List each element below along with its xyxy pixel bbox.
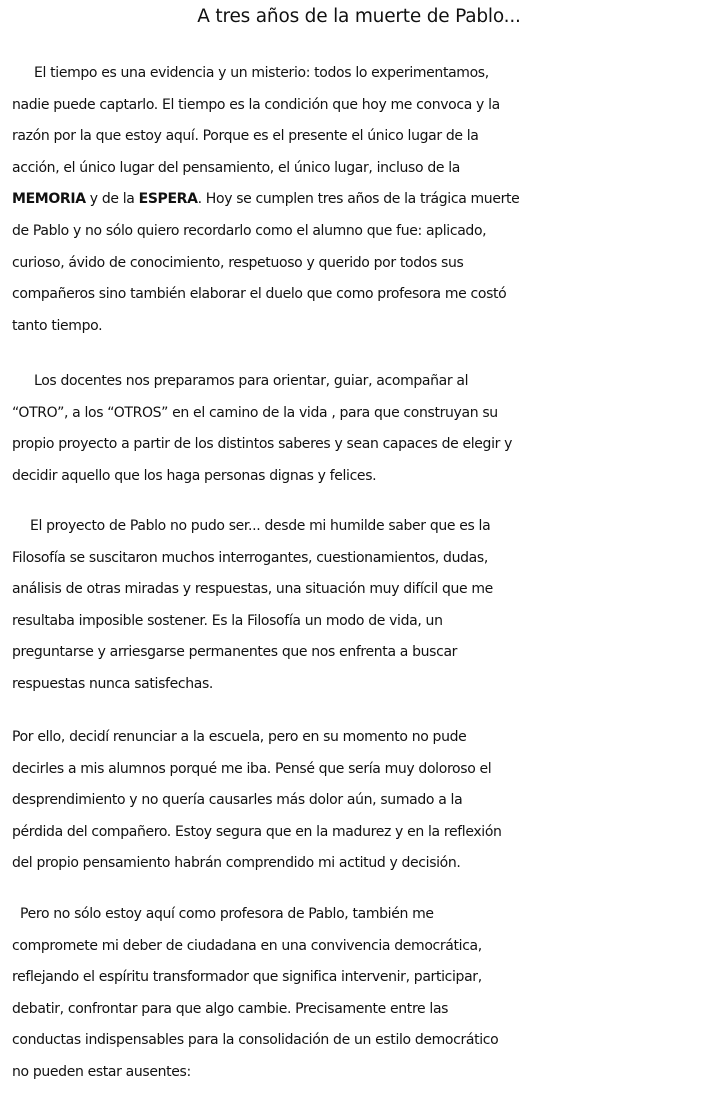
paragraph-4: [0, 722, 718, 880]
text-line: análisis de otras miradas y respuestas, una situación muy difícil que me: [12, 581, 493, 598]
text-line: compromete mi deber de ciudadana en una convivencia democrática,: [12, 937, 482, 954]
text-line: preguntarse y arriesgarse permanentes que nos enfrenta a buscar: [12, 644, 458, 661]
paragraph-5: [0, 899, 718, 1089]
text-line: respuestas nunca satisfechas.: [12, 675, 214, 692]
paragraph-2: [0, 366, 718, 492]
text-segment: . Hoy se cumplen tres años de la trágica muerte: [197, 191, 520, 208]
text-line: tanto tiempo.: [12, 317, 103, 334]
page-title: A tres años de la muerte de Pablo...: [197, 6, 521, 27]
text-segment: y de la: [85, 191, 139, 208]
text-line: El proyecto de Pablo no pudo ser... desde mi humilde saber que es la: [30, 518, 491, 534]
text-line: propio proyecto a partir de los distintos saberes y sean capaces de elegir y: [12, 436, 513, 453]
text-line: decidir aquello que los haga personas dignas y felices.: [12, 467, 377, 484]
text-line: curioso, ávido de conocimiento, respetuoso y querido por todos sus: [12, 254, 464, 271]
text-line: “OTRO”, a los “OTROS” en el camino de la vida , para que construyan su: [12, 404, 498, 421]
text-line: decirles a mis alumnos porqué me iba. Pensé que sería muy doloroso el: [12, 760, 492, 777]
text-line: nadie puede captarlo. El tiempo es la condición que hoy me convoca y la: [12, 96, 500, 113]
text-line: El tiempo es una evidencia y un misterio: todos lo experimentamos,: [34, 65, 489, 81]
text-line: del propio pensamiento habrán comprendido mi actitud y decisión.: [12, 855, 461, 872]
text-line: conductas indispensables para la consolidación de un estilo democrático: [12, 1032, 499, 1049]
text-line: Pero no sólo estoy aquí como profesora de Pablo, también me: [20, 906, 434, 922]
text-line: no pueden estar ausentes:: [12, 1063, 191, 1080]
text-line: de Pablo y no sólo quiero recordarlo como el alumno que fue: aplicado,: [12, 222, 487, 239]
text-line: reflejando el espíritu transformador que significa intervenir, participar,: [12, 969, 482, 986]
text-line: pérdida del compañero. Estoy segura que en la madurez y en la reflexión: [12, 823, 502, 840]
text-line: desprendimiento y no quería causarles más dolor aún, sumado a la: [12, 792, 463, 809]
emphasis-text: ESPERA: [138, 191, 198, 208]
text-line: [0, 184, 718, 216]
text-line: resultaba imposible sostener. Es la Filosofía un modo de vida, un: [12, 612, 443, 629]
paragraph-1: [0, 58, 718, 342]
text-line: Por ello, decidí renunciar a la escuela, pero en su momento no pude: [12, 729, 467, 745]
text-line: razón por la que estoy aquí. Porque es el presente el único lugar de la: [12, 128, 479, 145]
text-line: Los docentes nos preparamos para orientar, guiar, acompañar al: [34, 373, 469, 389]
text-line: compañeros sino también elaborar el duelo que como profesora me costó: [12, 286, 507, 303]
text-line: debatir, confrontar para que algo cambie. Precisamente entre las: [12, 1000, 449, 1017]
text-line: acción, el único lugar del pensamiento, el único lugar, incluso de la: [12, 159, 460, 176]
emphasis-text: MEMORIA: [12, 191, 86, 208]
paragraph-3: [0, 511, 718, 701]
text-line: Filosofía se suscitaron muchos interrogantes, cuestionamientos, dudas,: [12, 549, 488, 566]
